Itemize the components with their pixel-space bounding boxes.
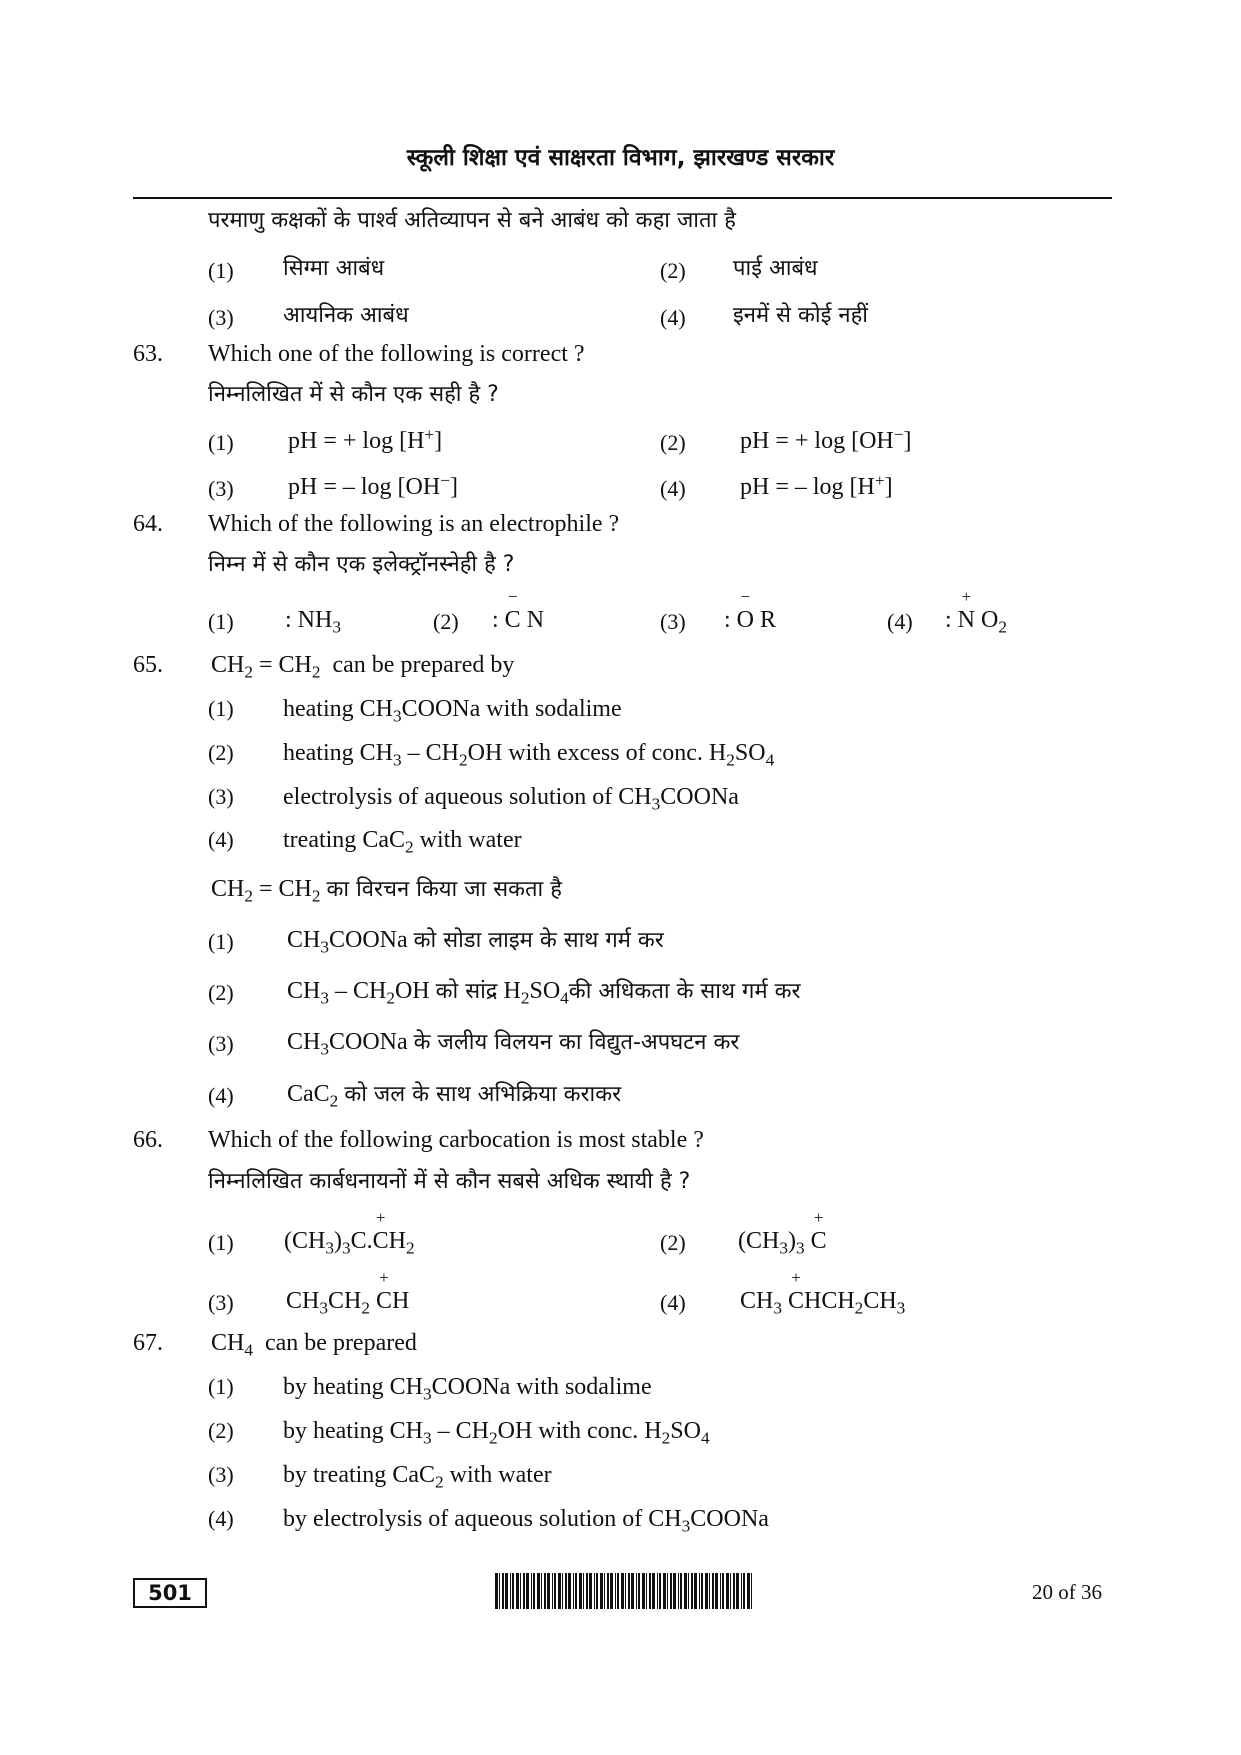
q64-number: 64. — [133, 511, 163, 537]
q65-en-option-2-a: heating — [283, 740, 354, 766]
q65-hi-option-2-text-a: को सांद्र — [435, 979, 498, 1004]
page-number: 20 of 36 — [1032, 1580, 1102, 1604]
q66-option-2-num: (2) — [660, 1230, 686, 1255]
q62-option-4: इनमें से कोई नहीं — [733, 303, 869, 328]
q67-option-1-b: with sodalime — [516, 1374, 652, 1400]
header-rule — [133, 197, 1112, 199]
q63-option-2: pH = + log [OH−] — [740, 425, 912, 454]
q65-en-option-3: electrolysis of aqueous solution of $CH_3COONa$ — [283, 784, 739, 814]
q62-option-4-num: (4) — [660, 305, 686, 330]
q67-option-2-num: (2) — [208, 1418, 234, 1443]
q62-option-3-num: (3) — [208, 305, 234, 330]
q65-text-en-suffix: can be prepared by — [332, 652, 515, 678]
q65-text-hi: $CH_2 = CH_2$ का विरचन किया जा सकता है — [211, 876, 562, 906]
q67-option-3-b: with water — [449, 1462, 552, 1488]
q65-hi-option-1-num: (1) — [208, 929, 234, 954]
q65-hi-option-3: $CH_3COONa$ के जलीय विलयन का विद्युत-अपघटन कर — [287, 1029, 740, 1059]
q65-hi-option-3-text: के जलीय विलयन का विद्युत-अपघटन कर — [413, 1030, 740, 1055]
q66-option-2: $(CH_3)_3$ + C — [738, 1208, 827, 1258]
q63-text-hi: निम्नलिखित में से कौन एक सही है ? — [208, 382, 499, 407]
q64-option-1-num: (1) — [208, 609, 234, 634]
q67-option-3-a: by treating — [283, 1462, 387, 1488]
q67-option-4-num: (4) — [208, 1506, 234, 1531]
q65-en-option-3-num: (3) — [208, 784, 234, 809]
q67-option-2-b: with conc. — [538, 1418, 639, 1444]
q66-option-1-num: (1) — [208, 1230, 234, 1255]
q65-hi-option-2-num: (2) — [208, 980, 234, 1005]
q66-option-1: $(CH_3)_3C$. + $CH_2$ — [284, 1208, 415, 1258]
q66-option-3-num: (3) — [208, 1290, 234, 1315]
q67-option-4: by electrolysis of aqueous solution of $CH_3COONa$ — [283, 1506, 769, 1536]
q63-option-2-num: (2) — [660, 430, 686, 455]
q65-en-option-4-b: with water — [419, 827, 522, 853]
q63-option-1-num: (1) — [208, 430, 234, 455]
q67-option-2-a: by heating — [283, 1418, 384, 1444]
q65-number: 65. — [133, 652, 163, 678]
q63-text-en: Which one of the following is correct ? — [208, 341, 585, 367]
q65-hi-option-4-num: (4) — [208, 1083, 234, 1108]
paper-code: 501 — [133, 1578, 207, 1608]
q62-option-1-num: (1) — [208, 258, 234, 283]
q63-option-1: pH = + log [H+] — [288, 425, 443, 454]
q65-en-option-2-b: with excess of conc. — [508, 740, 703, 766]
q67-text-en-suffix: can be prepared — [264, 1330, 417, 1356]
q65-en-option-2-num: (2) — [208, 740, 234, 765]
q64-option-4: : + N $O_2$ — [945, 587, 1007, 637]
q65-hi-option-1-text: को सोडा लाइम के साथ गर्म कर — [413, 928, 664, 953]
q62-text-hi: परमाणु कक्षकों के पार्श्व अतिव्यापन से बने आबंध को कहा जाता है — [208, 208, 736, 233]
q64-option-1: : $NH_3$ — [285, 607, 341, 637]
q67-option-1-num: (1) — [208, 1374, 234, 1399]
page-header: स्कूली शिक्षा एवं साक्षरता विभाग, झारखण्ड सरकार — [406, 145, 835, 171]
q65-en-option-4-num: (4) — [208, 827, 234, 852]
q66-text-en: Which of the following carbocation is most stable ? — [208, 1127, 704, 1153]
q65-hi-option-4-text: को जल के साथ अभिक्रिया कराकर — [344, 1082, 622, 1107]
q65-hi-option-3-num: (3) — [208, 1031, 234, 1056]
q63-number: 63. — [133, 341, 163, 367]
q67-option-3-num: (3) — [208, 1462, 234, 1487]
q63-option-4: pH = – log [H+] — [740, 471, 893, 500]
q67-number: 67. — [133, 1330, 163, 1356]
q64-option-4-num: (4) — [887, 609, 913, 634]
q64-option-2: : − C N — [492, 587, 545, 633]
q64-option-3: : − O R — [724, 587, 777, 633]
q62-option-3: आयनिक आबंध — [283, 303, 409, 328]
q65-en-option-2: heating $CH_3 - CH_2OH$ with excess of conc. $H_2SO_4$ — [283, 740, 775, 770]
q67-option-3: by treating CaC$_2$ with water — [283, 1462, 552, 1492]
q65-en-option-4: treating CaC$_2$ with water — [283, 827, 522, 857]
q65-text-en: $CH_2 = CH_2$ can be prepared by — [211, 652, 515, 682]
q65-en-option-3-a: electrolysis of aqueous solution of — [283, 784, 613, 810]
q64-option-2-num: (2) — [433, 609, 459, 634]
q65-hi-option-4: CaC$_2$ को जल के साथ अभिक्रिया कराकर — [287, 1081, 622, 1111]
q63-option-4-num: (4) — [660, 476, 686, 501]
q67-option-4-a: by electrolysis of aqueous solution of — [283, 1506, 643, 1532]
q65-en-option-1-num: (1) — [208, 696, 234, 721]
q64-text-en: Which of the following is an electrophile ? — [208, 511, 620, 537]
q66-option-4: $CH_3$ + $CHCH_2CH_3$ — [740, 1268, 906, 1318]
q67-option-2: by heating $CH_3 - CH_2OH$ with conc. $H_2SO_4$ — [283, 1418, 710, 1448]
barcode — [495, 1573, 755, 1609]
q62-option-2-num: (2) — [660, 258, 686, 283]
q64-option-3-num: (3) — [660, 609, 686, 634]
q65-en-option-1: heating $CH_3COONa$ with sodalime — [283, 696, 622, 726]
q64-text-hi: निम्न में से कौन एक इलेक्ट्रॉनस्नेही है ? — [208, 552, 515, 577]
q63-option-3-num: (3) — [208, 476, 234, 501]
q65-en-option-1-a: heating — [283, 696, 354, 722]
q63-option-3: pH = – log [OH−] — [288, 471, 458, 500]
q65-hi-option-1: $CH_3COONa$ को सोडा लाइम के साथ गर्म कर — [287, 927, 664, 957]
q67-option-1: by heating $CH_3COONa$ with sodalime — [283, 1374, 652, 1404]
q65-hi-option-2: $CH_3 - CH_2OH$ को सांद्र $H_2SO_4की$ अधिकता के साथ गर्म कर — [287, 978, 801, 1008]
q62-option-1: सिग्मा आबंध — [283, 256, 385, 281]
q67-option-1-a: by heating — [283, 1374, 384, 1400]
q65-text-hi-suffix: का विरचन किया जा सकता है — [326, 877, 562, 902]
q65-hi-option-2-text-b: की अधिकता के साथ गर्म कर — [568, 979, 801, 1004]
q62-option-2: पाई आबंध — [733, 256, 818, 281]
q67-text-en: $CH_4$ can be prepared — [211, 1330, 417, 1360]
q66-option-3: $CH_3CH_2$ + CH — [286, 1268, 410, 1318]
q65-en-option-1-b: with sodalime — [486, 696, 622, 722]
q66-number: 66. — [133, 1127, 163, 1153]
q65-en-option-4-a: treating — [283, 827, 357, 853]
q66-text-hi: निम्नलिखित कार्बधनायनों में से कौन सबसे अधिक स्थायी है ? — [208, 1169, 691, 1194]
q66-option-4-num: (4) — [660, 1290, 686, 1315]
